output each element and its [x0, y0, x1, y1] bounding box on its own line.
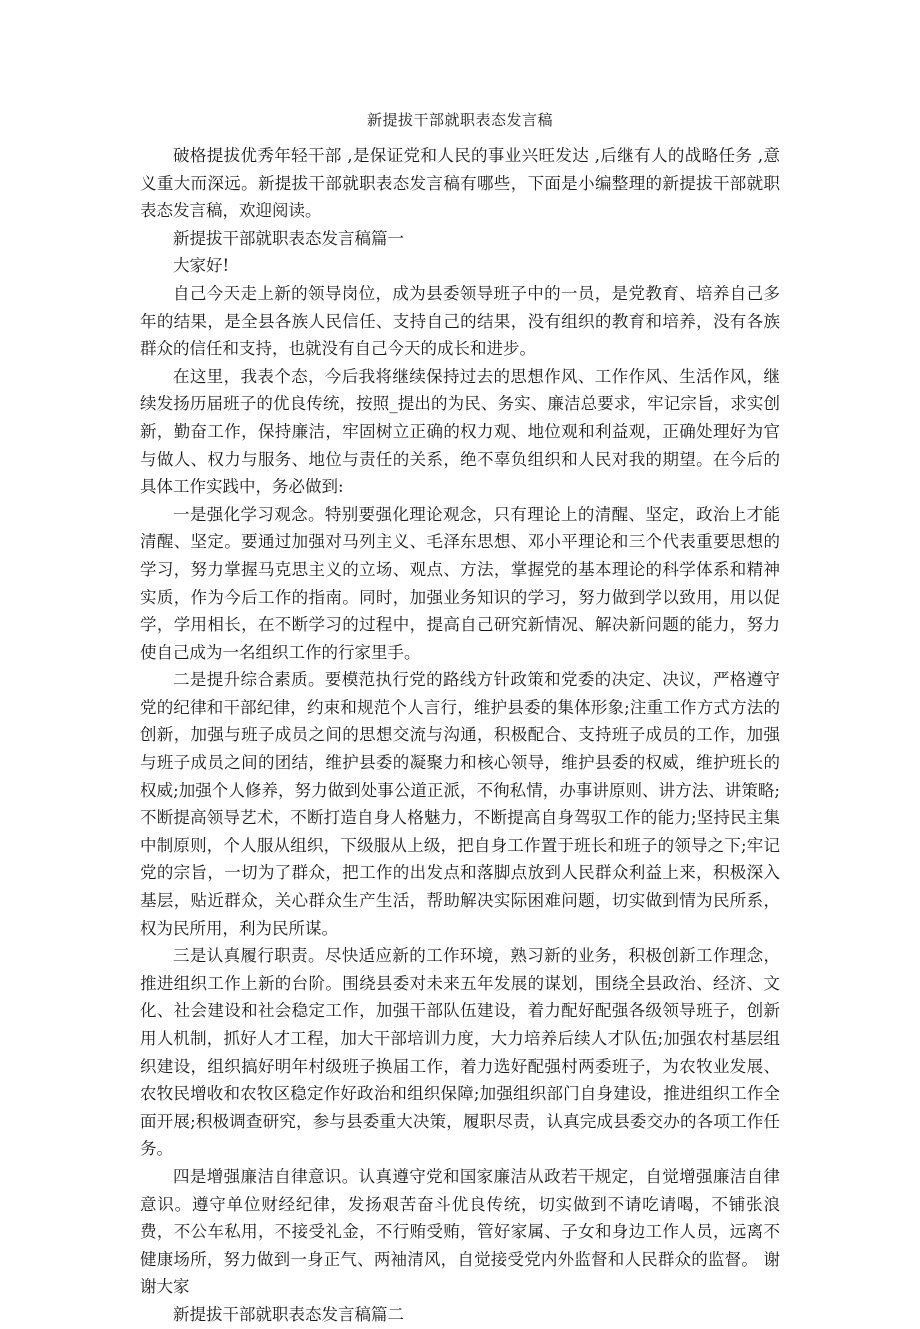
paragraph-5: 三是认真履行职责。尽快适应新的工作环境，熟习新的业务，积极创新工作理念，推进组织工作上新的台阶。围绕县委对未来五年发展的谋划，围绕全县政治、经济、文化、社会建设和社会稳定工作，加强干部队伍建设，着力配好配强各级领导班子，创新用人机制，抓好人才工程，加大干部培训力度，大力培养后续人才队伍;加强农村基层组织建设，组织搞好明年村级班子换届工作，着力选好配强村两委班子，为农牧业发展、农牧民增收和农牧区稳定作好政治和组织保障;加强组织部门自身建设，推进组织工作全面开展;积极调查研究，参与县委重大决策，履职尽责，认真完成县委交办的各项工作任务。 — [140, 946, 780, 1159]
document-title: 新提拔干部就职表态发言稿 — [366, 111, 553, 129]
section-heading-2: 新提拔干部就职表态发言稿篇二 — [173, 1304, 404, 1324]
paragraph-3: 一是强化学习观念。特别要强化理论观念，只有理论上的清醒、坚定，政治上才能清醒、坚定。要通过加强对马列主义、毛泽东思想、邓小平理论和三个代表重要思想的学习，努力掌握马克思主义的立场、观点、方法，掌握党的基本理论的科学体系和精神实质，作为今后工作的指南。同时，加强业务知识的学习，努力做到学以致用，用以促学，学用相长，在不断学习的过程中，提高自己研究新情况、解决新问题的能力，努力使自己成为一名组织工作的行家里手。 — [140, 504, 780, 662]
paragraph-6: 四是增强廉洁自律意识。认真遵守党和国家廉洁从政若干规定，自觉增强廉洁自律意识。遵守单位财经纪律，发扬艰苦奋斗优良传统，切实做到不请吃请喝，不铺张浪费，不公车私用，不接受礼金，不行贿受贿，管好家属、子女和身边工作人员，远离不健康场所，努力做到一身正气、两袖清风，自觉接受党内外监督和人民群众的监督。 谢谢大家 — [140, 1166, 780, 1297]
paragraph-2: 在这里，我表个态，今后我将继续保持过去的思想作风、工作作风、生活作风，继续发扬历届班子的优良传统，按照_提出的为民、务实、廉洁总要求，牢记宗旨，求实创新，勤奋工作，保持廉洁，牢固树立正确的权力观、地位观和利益观，正确处理好为官与做人、权力与服务、地位与责任的关系，绝不辜负组织和人民对我的期望。在今后的具体工作实践中，务必做到: — [140, 366, 780, 497]
section-heading-1: 新提拔干部就职表态发言稿篇一 — [173, 228, 404, 248]
paragraph-4: 二是提升综合素质。要模范执行党的路线方针政策和党委的决定、决议，严格遵守党的纪律和干部纪律，约束和规范个人言行，维护县委的集体形象;注重工作方式方法的创新，加强与班子成员之间的思想交流与沟通，积极配合、支持班子成员的工作，加强与班子成员之间的团结，维护县委的凝聚力和核心领导，维护县委的权威，维护班长的权威;加强个人修养，努力做到处事公道正派，不徇私情，办事讲原则、讲方法、讲策略;不断提高领导艺术，不断打造自身人格魅力，不断提高自身驾驭工作的能力;坚持民主集中制原则，个人服从组织，下级服从上级，把自身工作置于班长和班子的领导之下;牢记党的宗旨，一切为了群众，把工作的出发点和落脚点放到人民群众利益上来，积极深入基层，贴近群众，关心群众生产生活，帮助解决实际困难问题，切实做到情为民所系，权为民所用，利为民所谋。 — [140, 670, 780, 938]
intro-paragraph: 破格提拔优秀年轻干部 ,是保证党和人民的事业兴旺发达 ,后继有人的战略任务 ,意义重大而深远。新提拔干部就职表态发言稿有哪些，下面是小编整理的新提拔干部就职表态发言稿，欢迎阅读。 — [140, 146, 780, 221]
document-page — [140, 110, 780, 1329]
paragraph-1: 自己今天走上新的领导岗位，成为县委领导班子中的一员，是党教育、培养自己多年的结果，是全县各族人民信任、支持自己的结果，没有组织的教育和培养，没有各族群众的信任和支持，也就没有自己今天的成长和进步。 — [140, 283, 780, 359]
greeting: 大家好! — [173, 256, 230, 276]
